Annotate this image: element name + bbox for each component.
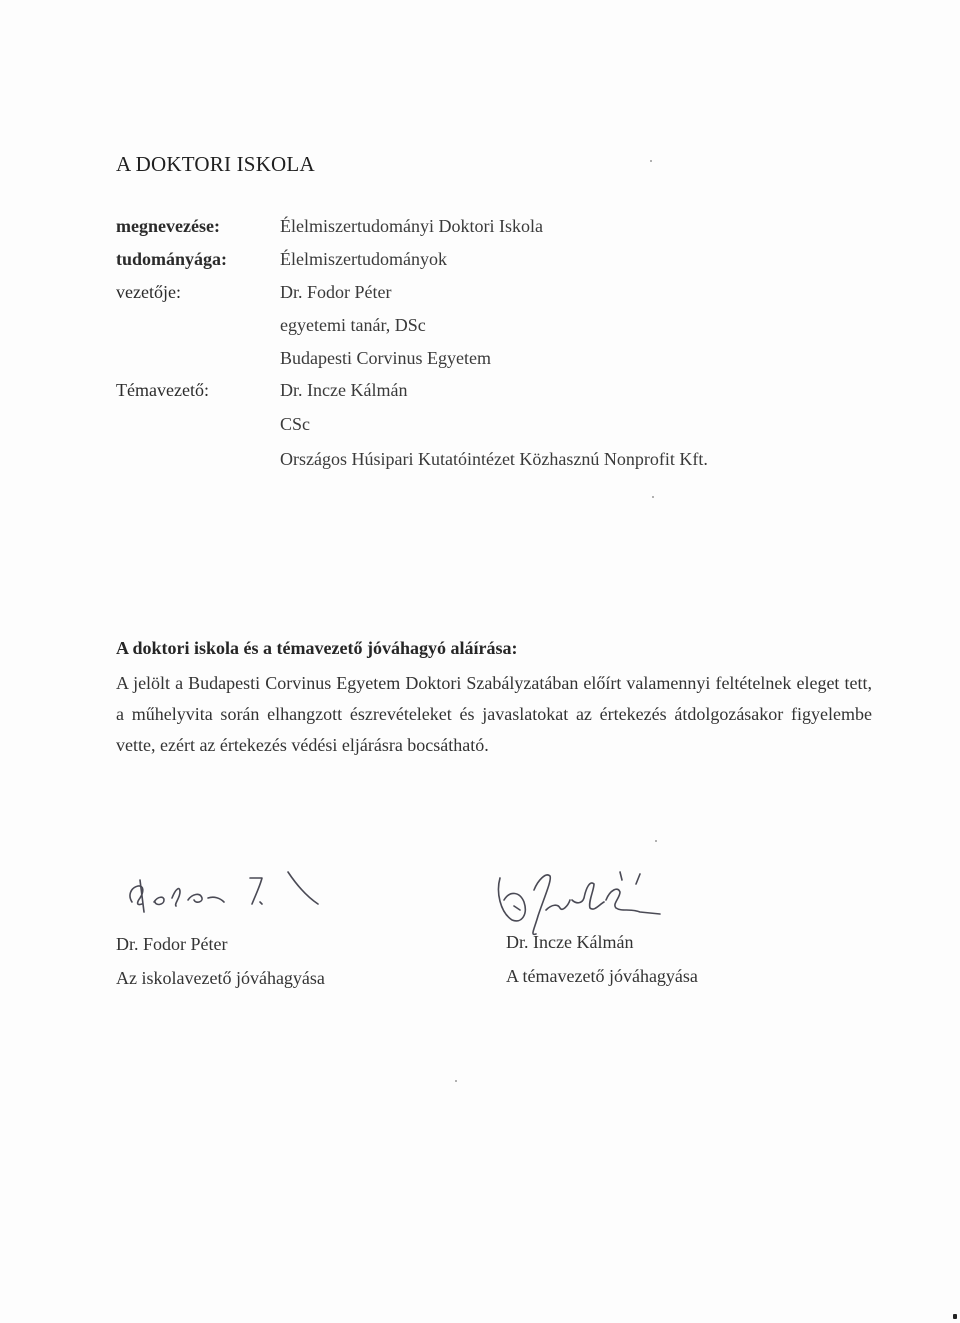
- signatory-name: Dr. Fodor Péter: [116, 934, 228, 954]
- info-label: tudományága:: [116, 249, 228, 269]
- info-value: egyetemi tanár, DSc: [280, 315, 426, 335]
- info-value: Budapesti Corvinus Egyetem: [280, 348, 491, 368]
- signature-right: [490, 850, 670, 940]
- scan-speck: [455, 1080, 457, 1082]
- approval-title: A doktori iskola és a témavezető jóváhagyó aláírása:: [116, 638, 518, 658]
- info-value: Élelmiszertudományok: [280, 249, 447, 269]
- info-label: vezetője:: [116, 282, 181, 302]
- approval-paragraph: A jelölt a Budapesti Corvinus Egyetem Doktori Szabályzatában előírt valamennyi feltételnek eleget tett, a műhelyvita során elhangzott észrevételeket és javaslatokat az értekezés átdolgozásakor figyelembe vette, ezért az értekezés védési eljárásra bocsátható.: [116, 673, 872, 755]
- signatory-role: Az iskolavezető jóváhagyása: [116, 968, 325, 988]
- info-label: megnevezése:: [116, 216, 220, 236]
- signature-left: [110, 858, 330, 928]
- scan-speck: [953, 1314, 957, 1319]
- signatory-name: Dr. Incze Kálmán: [506, 932, 634, 952]
- info-label: Témavezető:: [116, 380, 209, 400]
- info-value: Élelmiszertudományi Doktori Iskola: [280, 216, 543, 236]
- info-value: Országos Húsipari Kutatóintézet Közhasznú Nonprofit Kft.: [280, 449, 708, 469]
- info-value: Dr. Incze Kálmán: [280, 380, 408, 400]
- signatory-role: A témavezető jóváhagyása: [506, 966, 698, 986]
- scan-speck: [652, 496, 654, 498]
- info-value: CSc: [280, 414, 311, 434]
- info-value: Dr. Fodor Péter: [280, 282, 392, 302]
- scan-speck: [650, 160, 652, 162]
- scan-speck: [655, 840, 657, 842]
- section-heading: A DOKTORI ISKOLA: [116, 152, 315, 176]
